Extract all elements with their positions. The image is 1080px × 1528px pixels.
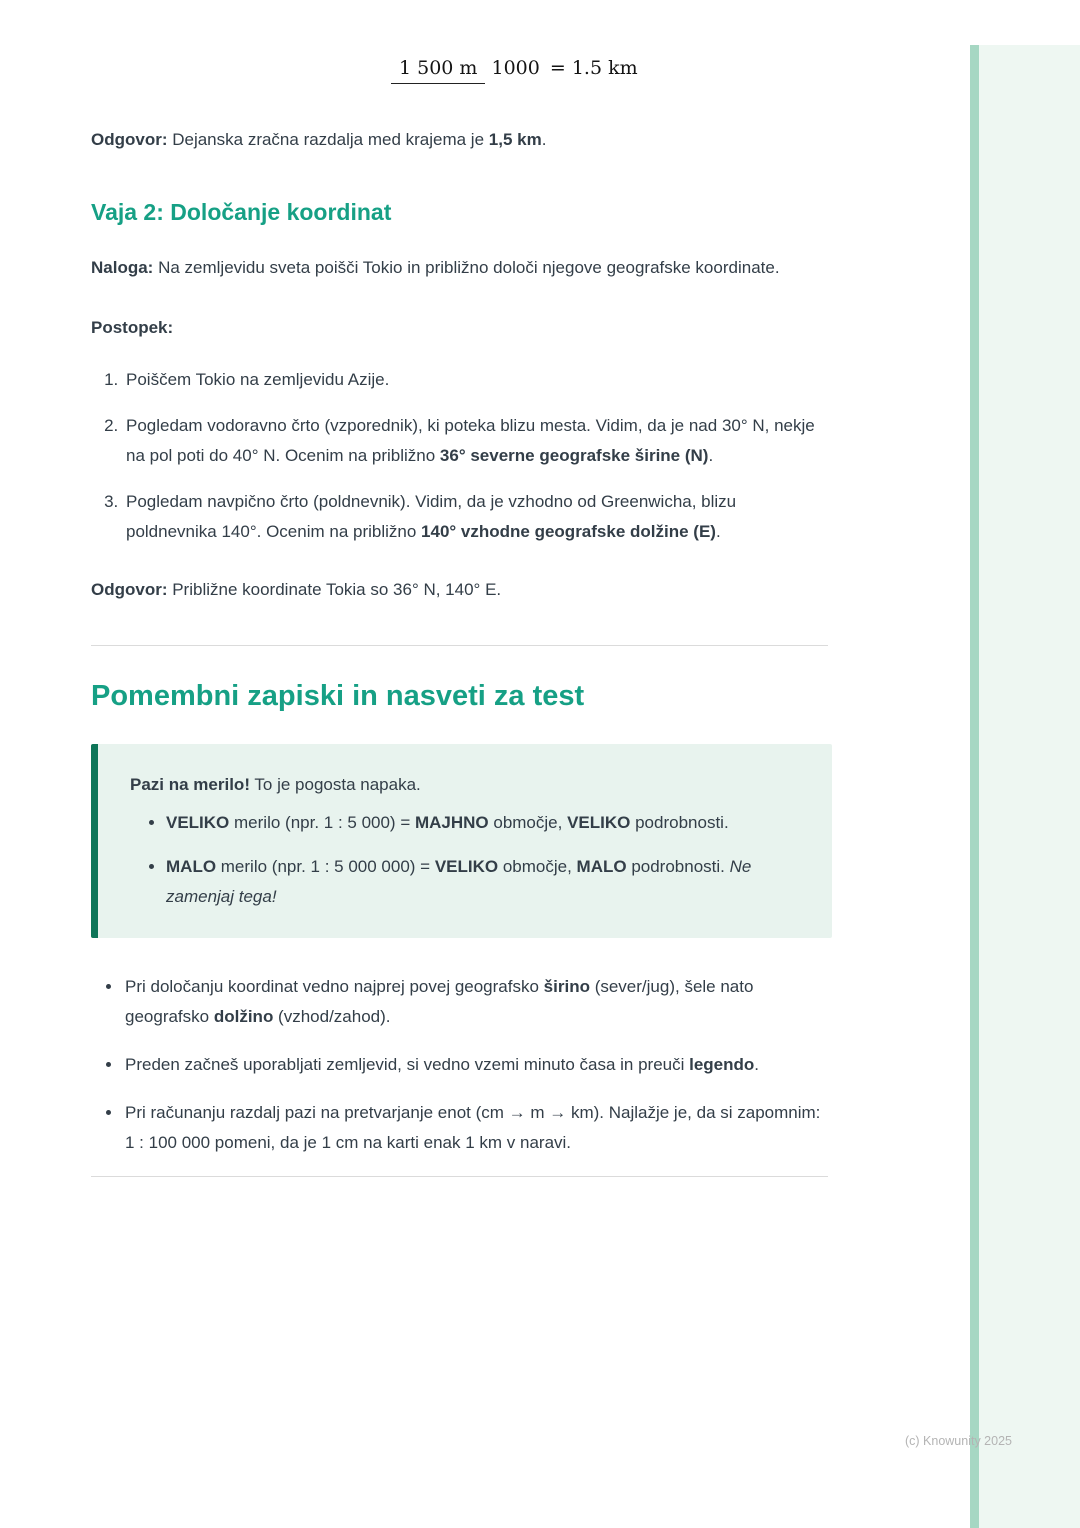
section-divider [91,645,828,646]
page-margin-area [979,45,1080,1528]
tips-list [91,972,828,1158]
answer-paragraph-2: Odgovor: Približne koordinate Tokia so 36° N, 140° E. [91,580,502,599]
page-edge-stripe [970,45,979,1528]
task-paragraph: Naloga: Na zemljevidu sveta poišči Tokio in približno določi njegove geografske koordinate. [91,258,780,277]
callout-bullet-1: • VELIKO merilo (npr. 1 : 5 000) = MAJHNO območje, VELIKO podrobnosti. [166,808,802,838]
tip-item-3: • Pri računanju razdalj pazi na pretvarjanje enot (cm → m → km). Najlažje je, da si zapomnim: 1 : 100 000 pomeni, da je 1 cm na karti enak 1 km v naravi. [123,1098,828,1158]
fraction-numerator: 1 500 m [391,57,485,84]
fraction-denominator: 1000 [491,57,540,79]
procedure-step-1: 1. Poiščem Tokio na zemljevidu Azije. [123,365,828,395]
document-content [91,0,828,1177]
fraction [391,56,540,81]
callout-bullet-2: • MALO merilo (npr. 1 : 5 000 000) = VELIKO območje, MALO podrobnosti. Ne zamenjaj tega! [166,852,802,912]
procedure-list [91,365,828,547]
bottom-divider [91,1176,828,1177]
exercise2-heading: Vaja 2: Določanje koordinat [91,199,392,225]
procedure-label: Postopek: [91,318,174,337]
distance-formula [391,56,828,81]
procedure-step-3: 3. Pogledam navpično črto (poldnevnik). Vidim, da je vzhodno od Greenwicha, blizu poldnevnika 140°. Ocenim na približno 140° vzhodne geografske dolžine (E). [123,487,828,547]
callout-bullet-list [130,808,802,912]
callout-intro: Pazi na merilo! To je pogosta napaka. [130,775,421,794]
warning-callout [91,744,832,938]
copyright-watermark: (c) Knowunity 2025 [904,1434,1012,1448]
answer-paragraph-1: Odgovor: Dejanska zračna razdalja med krajema je 1,5 km. [91,130,547,149]
notes-heading: Pomembni zapiski in nasveti za test [91,680,585,712]
tip-item-2: • Preden začneš uporabljati zemljevid, si vedno vzemi minuto časa in preuči legendo. [123,1050,828,1080]
tip-item-1: • Pri določanju koordinat vedno najprej povej geografsko širino (sever/jug), šele nato geografsko dolžino (vzhod/zahod). [123,972,828,1032]
procedure-step-2: 2. Pogledam vodoravno črto (vzporednik), ki poteka blizu mesta. Vidim, da je nad 30° N, nekje na pol poti do 40° N. Ocenim na približno 36° severne geografske širine (N). [123,411,828,471]
formula-result: = 1.5 km [549,57,638,79]
